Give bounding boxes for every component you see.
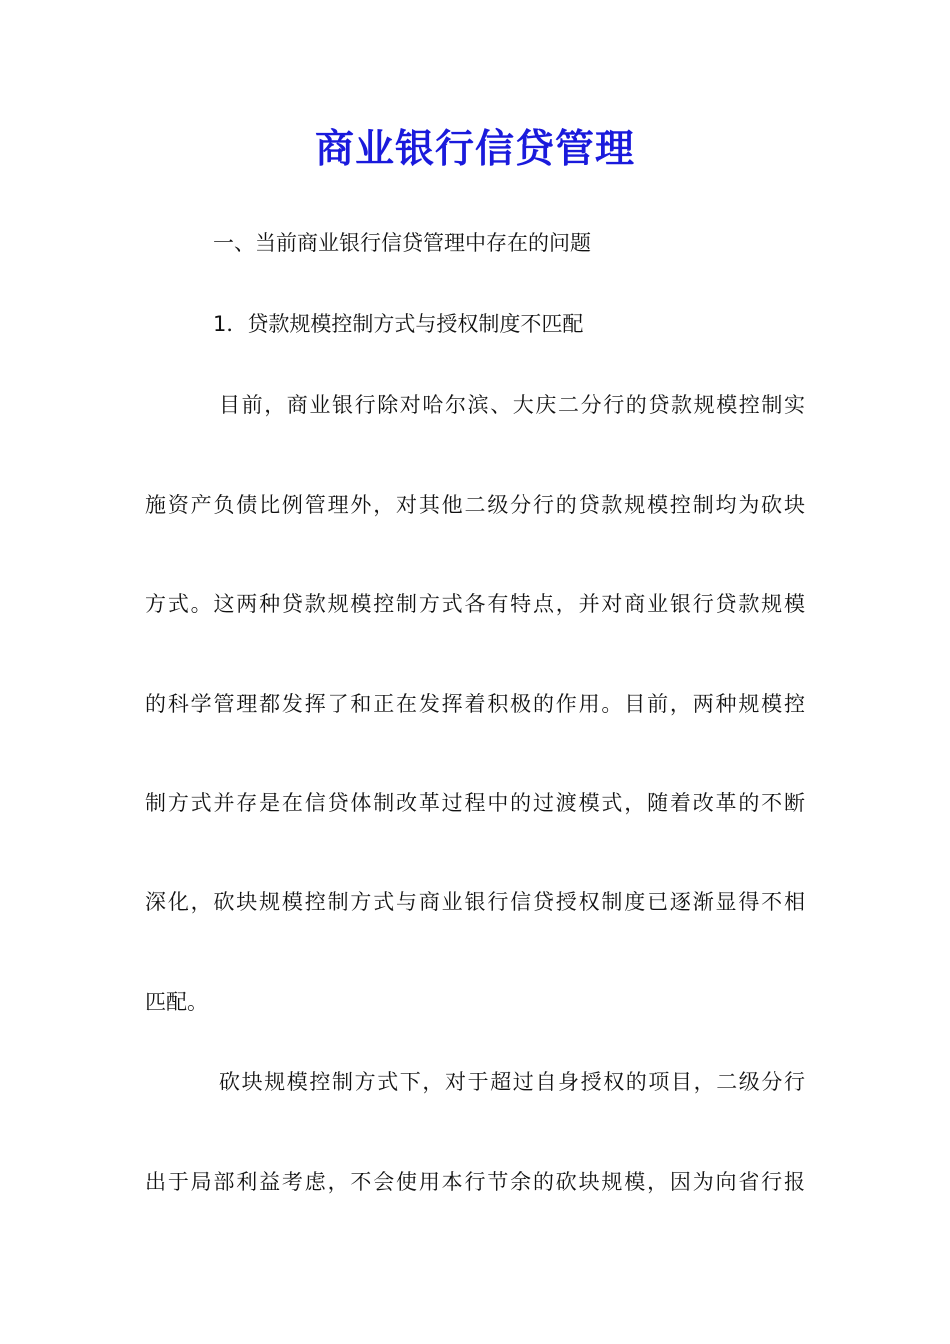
paragraph-line: 匹配。 bbox=[145, 990, 208, 1014]
paragraph-line: 方式。这两种贷款规模控制方式各有特点，并对商业银行贷款规模 bbox=[145, 592, 805, 616]
paragraph-line: 制方式并存是在信贷体制改革过程中的过渡模式，随着改革的不断 bbox=[145, 791, 805, 815]
section-heading: 一、当前商业银行信贷管理中存在的问题 bbox=[213, 231, 591, 255]
paragraph-line: 深化，砍块规模控制方式与商业银行信贷授权制度已逐渐显得不相 bbox=[145, 890, 805, 914]
paragraph-line: 砍块规模控制方式下，对于超过自身授权的项目，二级分行 bbox=[219, 1070, 805, 1094]
document-title: 商业银行信贷管理 bbox=[314, 127, 635, 172]
paragraph-line: 出于局部利益考虑，不会使用本行节余的砍块规模，因为向省行报 bbox=[145, 1170, 805, 1194]
paragraph-line: 的科学管理都发挥了和正在发挥着积极的作用。目前，两种规模控 bbox=[145, 692, 805, 716]
subsection-heading: 1．贷款规模控制方式与授权制度不匹配 bbox=[213, 312, 584, 336]
paragraph-line: 施资产负债比例管理外，对其他二级分行的贷款规模控制均为砍块 bbox=[145, 493, 805, 517]
paragraph-line: 目前，商业银行除对哈尔滨、大庆二分行的贷款规模控制实 bbox=[219, 393, 805, 417]
